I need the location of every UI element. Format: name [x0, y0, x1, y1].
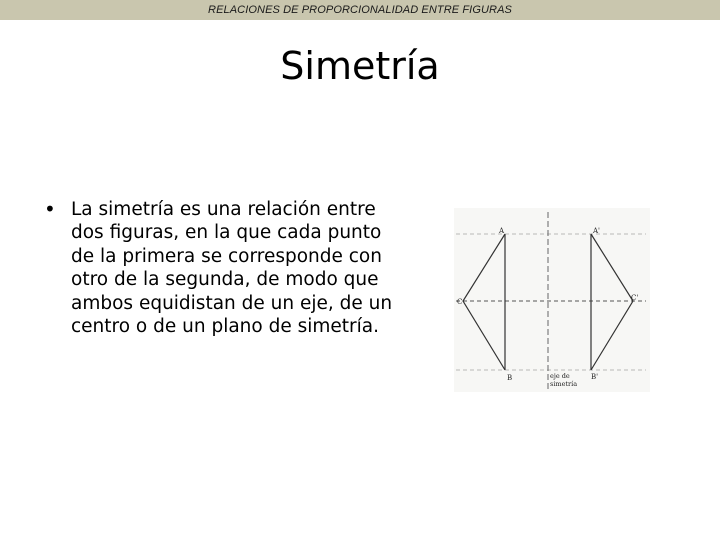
axis-label-line2: simetría: [550, 380, 578, 388]
figure-background: [454, 208, 650, 392]
slide-title: Simetría: [280, 44, 440, 88]
label-a: A: [499, 227, 505, 235]
header-title: RELACIONES DE PROPORCIONALIDAD ENTRE FIGURAS: [208, 4, 512, 16]
bullet-dot-icon: •: [44, 197, 56, 221]
header-bar: [0, 0, 720, 20]
symmetry-figure: [454, 208, 650, 392]
label-b: B: [507, 374, 513, 382]
label-c-prime: C': [631, 294, 639, 302]
bullet-text: La simetría es una relación entre dos figuras, en la que cada punto de la primera se corresponde con otro de la segunda, de modo que ambos equidistan de un eje, de un centro o de un plano de simetría.: [71, 199, 393, 338]
label-a-prime: A': [593, 227, 600, 235]
label-b-prime: B': [591, 373, 599, 381]
bullet-item: [44, 198, 444, 338]
axis-label-line1: eje de: [550, 372, 570, 380]
label-c: C: [457, 298, 463, 306]
